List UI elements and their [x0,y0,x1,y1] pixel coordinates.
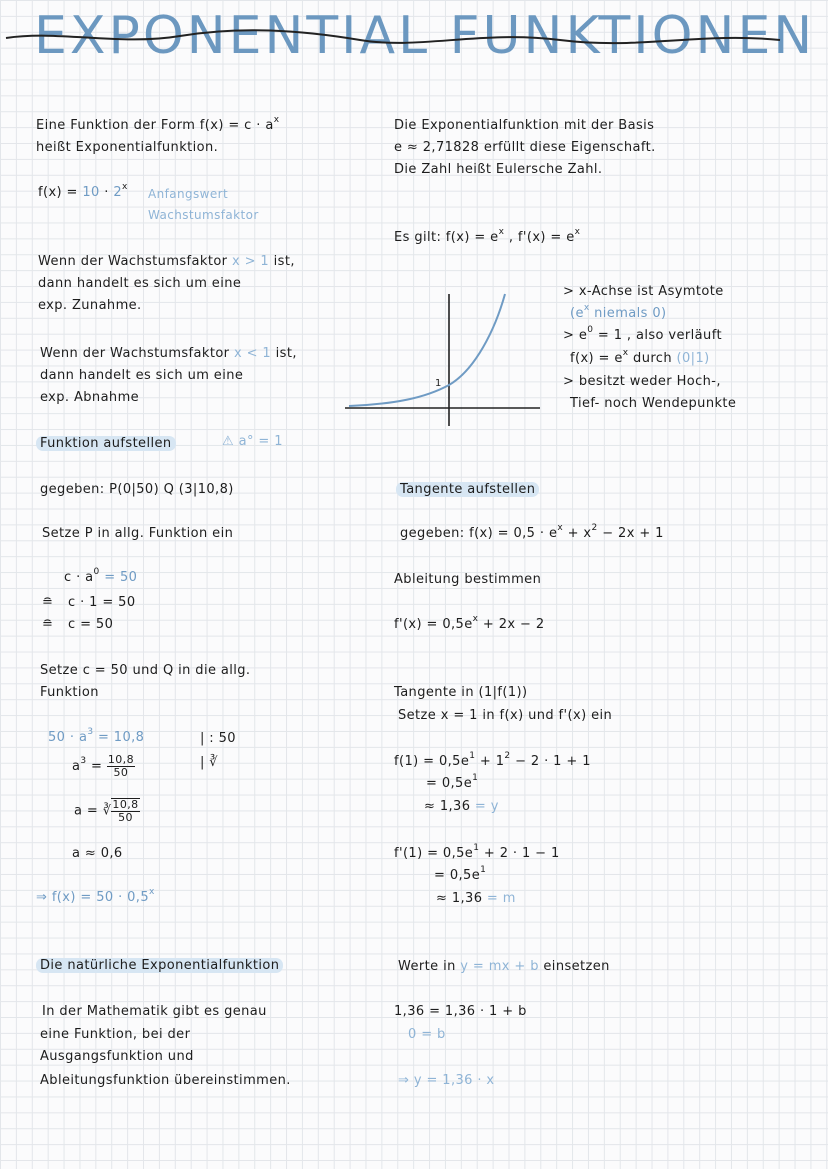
derivative: $f'(x) = 0,5e^x + 2x - 2$ [394,614,545,632]
solve-op-2: | ∛ [200,755,218,770]
solve-row-4: a ≈ 0,6 [72,846,123,861]
euler-line-2: e ≈ 2,71828 erfüllt diese Eigenschaft. [394,140,656,155]
tangente-given: gegeben: $f(x) = 0,5 \cdot e^x + x^2 - 2x + 1$ [400,523,664,541]
w-line-2: 0 = b [408,1027,446,1042]
warning-icon: ⚠ [222,434,235,449]
step-1: Setze P in allg. Funktion ein [42,526,234,541]
natural-line-2: eine Funktion, bei der [40,1027,191,1042]
solve-op-1: | : 50 [200,731,236,746]
w-line-1: 1,36 = 1,36 · 1 + b [394,1004,527,1019]
intro-line-1: Eine Funktion der Form $f(x) = c \cdot a^x$ [36,115,280,133]
natural-line-1: In der Mathematik gibt es genau [42,1004,267,1019]
werte-einsetzen: Werte in y = mx + b einsetzen [398,959,610,974]
solve-row-2: $a^3$ = $\frac{10,8}{50}$ [72,753,134,779]
note-no-extrema: > besitzt weder Hoch-, [563,374,721,389]
decay-line-2: dann handelt es sich um eine [40,368,244,383]
heading-funktion-aufstellen: Funktion aufstellen [36,436,176,452]
axis-tick-1: 1 [435,378,442,389]
note-never-zero: ($e^x$ niemals 0) [570,303,667,321]
euler-line-1: Die Exponentialfunktion mit der Basis [394,118,655,133]
heading-natural-exp: Die natürliche Exponentialfunktion [36,958,283,974]
note-e0: > $e^0 = 1$ , also verläuft [563,325,722,343]
growth-line-2: dann handelt es sich um eine [38,276,242,291]
heading-tangente: Tangente aufstellen [396,482,539,498]
natural-line-3: Ausgangsfunktion und [40,1049,194,1064]
note-asymptote: > x-Achse ist Asymtote [563,284,724,299]
eq-2: c · 1 = 50 [68,595,136,610]
decay-line-1: Wenn der Wachstumsfaktor x < 1 ist, [40,346,297,361]
step-2-line-2: Funktion [40,685,99,700]
solve-row-1: $50 \cdot a^3 = 10,8$ [48,727,145,745]
label-growth-factor: Wachstumsfaktor [148,208,259,222]
tangente-point: Tangente in (1|f(1)) [394,685,528,700]
exp-graph [345,290,545,430]
f1-line-1: $f(1) = 0,5e^1 + 1^2 - 2 \cdot 1 + 1$ [394,751,591,769]
intro-line-2: heißt Exponentialfunktion. [36,140,219,155]
es-gilt: Es gilt: $f(x) = e^x$ , $f'(x) = e^x$ [394,227,581,245]
eq-3-symbol: ≘ [42,617,54,632]
given-points: gegeben: P(0|50) Q (3|10,8) [40,482,234,497]
d1-line-1: $f'(1) = 0,5e^1 + 2 \cdot 1 - 1$ [394,843,560,861]
label-start-value: Anfangswert [148,187,229,201]
page-title: EXPONENTIAL FUNKTIONEN [34,6,816,66]
growth-line-3: exp. Zunahme. [38,298,142,313]
d1-line-2: = $0,5e^1$ [434,865,487,883]
eq-3: c = 50 [68,617,114,632]
example-formula: $f(x) = 10 \cdot 2^x$ [38,182,128,200]
d1-line-3: ≈ 1,36 = m [436,891,516,906]
f1-line-3: ≈ 1,36 = y [424,799,499,814]
ableitung-heading: Ableitung bestimmen [394,572,542,587]
solve-row-3: a = ∛ $\frac{10,8}{50}$ [74,798,139,824]
decay-line-3: exp. Abnahme [40,390,140,405]
tangente-substitute: Setze x = 1 in f(x) und f'(x) ein [398,708,613,723]
title-scribble [0,0,828,70]
note-through-point: $f(x) = e^x$ durch (0|1) [570,348,710,366]
eq-2-symbol: ≘ [42,595,54,610]
warning-note: ⚠ a° = 1 [222,434,283,449]
eq-1: $c \cdot a^0 = 50$ [64,567,138,585]
w-line-3: ⇒ y = 1,36 · x [398,1073,495,1088]
exp-curve [349,294,505,406]
natural-line-4: Ableitungsfunktion übereinstimmen. [40,1073,291,1088]
euler-line-3: Die Zahl heißt Eulersche Zahl. [394,162,603,177]
note-no-extrema-2: Tief- noch Wendepunkte [570,396,737,411]
step-2-line-1: Setze c = 50 und Q in die allg. [40,663,251,678]
result-function: ⇒ $f(x) = 50 \cdot 0,5^x$ [36,887,155,905]
f1-line-2: = $0,5e^1$ [426,773,479,791]
growth-line-1: Wenn der Wachstumsfaktor x > 1 ist, [38,254,295,269]
